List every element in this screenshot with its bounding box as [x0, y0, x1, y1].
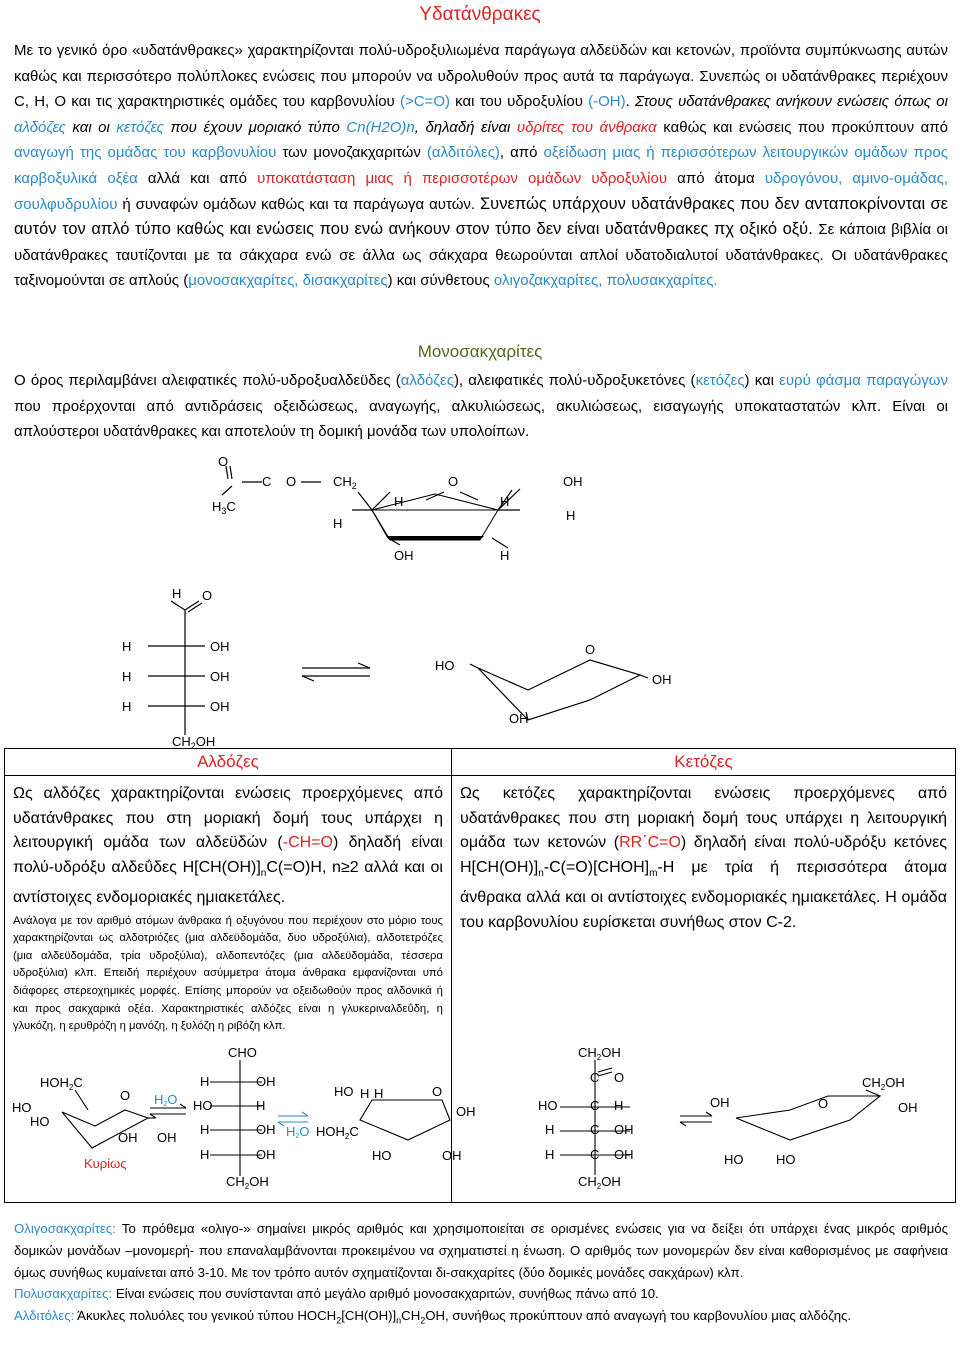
text-run: και οι	[65, 118, 117, 136]
label-ho: HO	[193, 1098, 213, 1113]
label-c: C	[590, 1098, 600, 1113]
text-run: ) και σύνθετους	[387, 272, 494, 290]
label-hoh2c: $HOH_2C$	[40, 1075, 83, 1092]
mainly-note: Κυρίως	[84, 1156, 127, 1171]
label-oh: OH	[157, 1130, 177, 1145]
label-cho: CHO	[228, 1045, 257, 1060]
label-ho: HO	[334, 1084, 354, 1099]
label-oh: OH	[442, 1148, 462, 1163]
label-h2o: H2O	[286, 1124, 310, 1140]
ketoses-header: Κετόζες	[451, 749, 955, 776]
label-h2o: H2O	[154, 1092, 178, 1108]
aldoses-header: Αλδόζες	[5, 749, 452, 776]
label-h: H	[614, 1098, 624, 1113]
text-run: μονοσακχαρίτες, δισακχαρίτες	[188, 272, 388, 290]
label-oh: OH	[898, 1100, 918, 1115]
text-run: ), αλειφατικές πολύ-υδροξυκετόνες (	[453, 372, 696, 389]
label-o: O	[202, 588, 213, 603]
label-ch2oh: $CH_2OH$	[578, 1174, 621, 1191]
label-o: O	[585, 642, 596, 657]
text-run: κετόζες	[116, 118, 164, 136]
label-c: C	[590, 1070, 600, 1085]
label-o-ring: O	[448, 474, 459, 489]
label-oh: OH	[118, 1130, 138, 1145]
text-run: .	[625, 93, 635, 111]
label-h: H	[374, 1086, 384, 1101]
label-ho: HO	[12, 1100, 32, 1115]
label-ch2oh: $CH_2OH$	[172, 734, 216, 751]
label-oh: OH	[394, 548, 414, 563]
text-run: κετόζες	[695, 372, 745, 389]
label-h: H	[545, 1122, 555, 1137]
text-run: που προέρχονται από αντιδράσεις οξειδώσεως, αναγωγής, αλκυλιώσεως, ακυλιώσεως, εισαγωγής υποκαταστατών κλπ. Είναι οι απλούστεροι υδατάνθρακες και αποτελούν τη δομική μονάδα των υπολοίπων.	[14, 397, 948, 441]
label-oh: OH	[509, 711, 529, 726]
text-run: αλδόζες	[400, 372, 454, 389]
ketoses-description: Ως κετόζες χαρακτηρίζονται ενώσεις προερχόμενες από υδατάνθρακες που στη μοριακή δομή τους υπάρχει η λειτουργική ομάδα των κετονών (RR΄C=O) δηλαδή είναι πολύ-υδρόξυ κετόνες $H[CH(OH)]_n-C(=O)[CHOH]_m-H$ με τρία ή περισσότερα άτομα άνθρακα αλλά και οι αντίστοιχες ενδομοριακές ημιακετάλες. H ομάδα του καρβονυλίου ευρίσκεται συνήθως στον C-2.	[459, 785, 948, 931]
label-c: C	[262, 474, 272, 489]
label-oh: OH	[256, 1122, 276, 1137]
text-run: , από	[499, 144, 544, 162]
text-run: καθώς και ενώσεις που προκύπτουν από	[656, 118, 948, 136]
polysaccharides-definition: Πολυσακχαρίτες: Είναι ενώσεις που συνίστανται από μεγάλο αριθμό μονοσακχαριτών, συνήθως πάνω από 10.	[14, 1286, 659, 1302]
text-run: Cn(H2O)n	[346, 118, 415, 136]
label-h: H	[200, 1122, 210, 1137]
text-run: ) και	[744, 372, 780, 389]
text-run: υποκατάσταση μιας ή περισσοτέρων ομάδων υδροξυλίου	[257, 169, 668, 187]
text-run: ολιγοζακχαρίτες, πολυσακχαρίτες.	[493, 272, 718, 290]
label-o: O	[818, 1096, 829, 1111]
aldoses-details: Ανάλογα με τον αριθμό ατόμων άνθρακα ή οξυγόνου που περιέχουν στο μόριο τους χαρακτηρίζονται ως αλδοτριόζες (μια αλδεϋδομάδα, δυο υδροξύλια), αλδοτετρόζες (μια αλδεϋδομάδα, τρία υδροξύλια), αλδοπεντόζες (μια αλδεϋδομάδα, τέσσερα υδροξύλια) κλπ. Επειδή περιέχουν ασύμμετρα άτομα άνθρακα εμφανίζονται υπό διάφορες στερεοχημικές μορφές. Επίσης μπορούν να οξειδωθούν προς αλδονικά ή και προς σακχαρικά οξέα. Χαρακτηριστικές αλδόζες είναι η γλυκεριναλδεΰδη, η γλυκόζη, η ερυθρόζη η μανόζη, η ξυλόζη η ριβόζη κλπ.	[13, 914, 443, 1033]
text-run: (>C=O)	[399, 93, 450, 111]
label-h: H	[500, 494, 510, 509]
footer-definitions	[14, 1218, 948, 1333]
text-run: O όρος περιλαμβάνει αλειφατικές πολύ-υδροξυαλδεϋδες (	[14, 372, 401, 389]
label-h: H	[566, 508, 576, 523]
label-o: O	[432, 1084, 443, 1099]
text-run: ευρύ φάσμα παραγώγων	[779, 372, 949, 389]
text-run: υδρίτες του άνθρακα	[516, 118, 657, 136]
page-title: Υδατάνθρακες	[419, 4, 541, 25]
text-run: ή συναφών ομάδων καθώς και τα παράγωγα αυτών.	[117, 195, 480, 213]
text-run: , δηλαδή είναι	[414, 118, 517, 136]
label-oh: OH	[563, 474, 583, 489]
label-oh: OH	[652, 672, 672, 687]
label-oh: OH	[256, 1147, 276, 1162]
label-h: H	[333, 516, 343, 531]
label-h: H	[256, 1098, 266, 1113]
label-ho: HO	[372, 1148, 392, 1163]
label-h: H	[172, 586, 182, 601]
text-run: που έχουν μοριακό τύπο	[163, 118, 347, 136]
label-ho: HO	[776, 1152, 796, 1167]
label-oh: OH	[256, 1074, 276, 1089]
label-h: H	[360, 1086, 370, 1101]
label-h: H	[122, 639, 132, 654]
label-ch2oh: $CH_2OH$	[578, 1045, 621, 1062]
label-oh: OH	[614, 1147, 634, 1162]
label-ho: HO	[538, 1098, 558, 1113]
label-o: O	[218, 454, 229, 469]
label-oh: OH	[456, 1104, 476, 1119]
text-run: από άτομα	[667, 169, 765, 187]
label-ch2oh: $CH_2OH$	[862, 1075, 905, 1092]
label-h: H	[545, 1147, 555, 1162]
text-run: οξείδωση μιας ή περισσότερων λειτουργικών ομάδων προς καρβοξυλικά οξέα	[14, 144, 948, 187]
label-h: H	[200, 1074, 210, 1089]
label-oh: OH	[210, 669, 230, 684]
aldoses-description: Ως αλδόζες χαρακτηρίζονται ενώσεις προερχόμενες από υδατάνθρακες που στη μοριακή δομή τους υπάρχει η λειτουργική ομάδα των αλδεϋδών (-CH=O) δηλαδή είναι πολύ-υδρόξυ αλδεΰδες $H[CH(OH)]_nC(=O)H$, n≥2 αλλά και οι αντίστοιχες ενδομοριακές ημιακετάλες.	[13, 785, 443, 907]
label-h: H	[500, 548, 510, 563]
label-h: H	[394, 494, 404, 509]
label-ch2: $CH_2$	[333, 474, 357, 491]
label-o: O	[614, 1070, 625, 1085]
label-c: C	[590, 1122, 600, 1137]
text-run: αλλά και από	[137, 169, 258, 187]
label-ho: HO	[30, 1114, 50, 1129]
text-run: αναγωγή της ομάδας του καρβονυλίου	[14, 144, 277, 162]
text-run: των μονοζακχαριτών	[276, 144, 427, 162]
label-o: O	[120, 1088, 131, 1103]
label-c: C	[590, 1147, 600, 1162]
text-run: υδρογόνου, αμινο-ομάδας, σουλφυδρυλίου	[14, 169, 948, 213]
monosaccharides-heading: Μονοσακχαρίτες	[417, 342, 543, 361]
text-run: και του υδροξυλίου	[449, 93, 589, 111]
label-oh: OH	[210, 639, 230, 654]
oligosaccharides-definition: Ολιγοσακχαρίτες: Το πρόθεμα «ολιγο-» σημαίνει μικρός αριθμός και χρησιμοποιείται σε ορισμένες ενώσεις για να δείξει ότι υπάρχει ένας μικρός αριθμός δομικών μονάδων –μονομερή- που επαναλαμβάνονται προκειμένου να σχηματιστεί η ένωση. Ο αριθμός των μονομερών δεν είναι καθορισμένος με σαφήνεια όμως συνήθως κυμαίνεται από 3-10. Με τον τρόπο αυτόν σχηματίζονται δι-σακχαρίτες (δύο δομικές μονάδες σακχάρων) κλπ.	[14, 1221, 948, 1280]
label-ch2oh: $CH_2OH$	[226, 1174, 269, 1191]
label-h: H	[122, 669, 132, 684]
text-run: (-OH)	[588, 93, 626, 111]
label-ho: HO	[724, 1152, 744, 1167]
text-run: Με το γενικό όρο «υδατάνθρακες» χαρακτηρίζονται πολύ-υδροξυλιωμένα παράγωγα αλδεϋδών και κετονών, προϊόντα συμπύκνωσης αυτών καθώς και περισσότερο πολύπλοκες ενώσεις που μπορούν να υδρολυθούν προς αυτά τα παράγωγα. Συνεπώς οι υδατάνθρακες περιέχουν C, H, O και τις χαρακτηριστικές ομάδες του καρβονυλίου	[14, 42, 948, 111]
text-run: Σε κάποια βιβλία οι υδατάνθρακες ταυτίζονται με τα σάκχαρα ενώ σε άλλα ως σάκχαρα θεωρούνται απλοί υδατοδιαλυτοί υδατάνθρακες. Οι υδατάνθρακες ταξινομούνται σε απλούς (	[14, 221, 949, 290]
label-o-ester: O	[286, 474, 297, 489]
text-run: αλδόζες	[14, 118, 66, 136]
label-h3c: $H_3C$	[212, 499, 236, 516]
alditols-definition: Αλδιτόλες: Άκυκλες πολυόλες του γενικού τύπου $HOCH_2[CH(OH)]_nCH_2OH$, συνήθως προκύπτουν από αναγωγή του καρβονυλίου μιας αλδόζης.	[14, 1308, 852, 1326]
label-ho: HO	[435, 658, 455, 673]
text-run: Συνεπώς υπάρχουν υδατάνθρακες που δεν ανταποκρίνονται σε αυτόν τον απλό τύπο καθώς και ενώσεις που ενώ ανήκουν στον τύπο δεν είναι υδατάνθρακες πχ οξικό οξύ.	[14, 194, 949, 239]
text-run: Στους υδατάνθρακες ανήκουν ενώσεις όπως οι	[634, 93, 948, 111]
label-h: H	[122, 699, 132, 714]
label-oh: OH	[710, 1095, 730, 1110]
label-h: H	[200, 1147, 210, 1162]
text-run: (αλδιτόλες)	[426, 144, 500, 162]
label-oh: OH	[614, 1122, 634, 1137]
label-oh: OH	[210, 699, 230, 714]
label-hoh2c: $HOH_2C$	[316, 1124, 359, 1141]
